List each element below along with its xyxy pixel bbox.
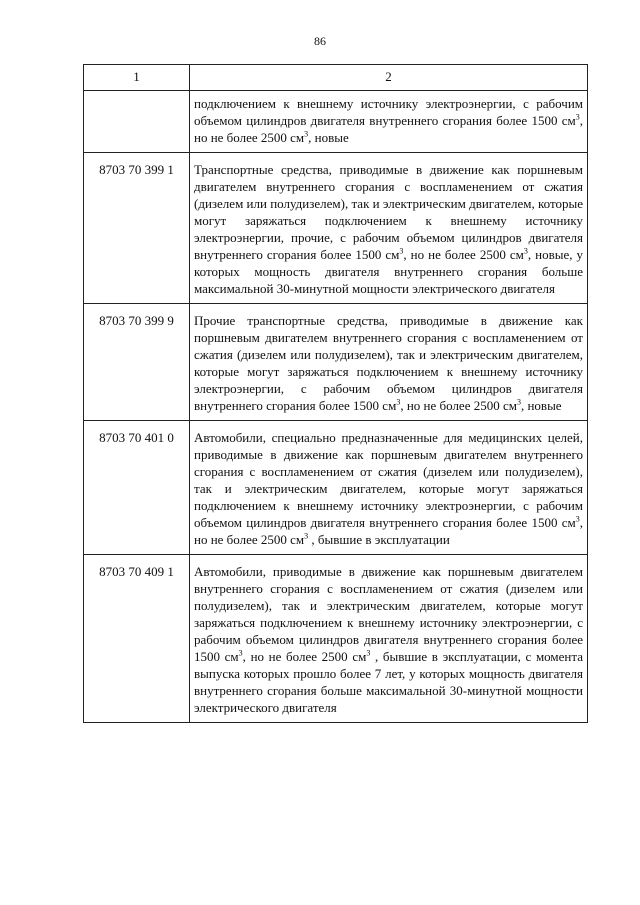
- description-text: Прочие транспортные средства, приводимые в движение как поршневым двигателем внутреннего сгорания с воспламенением от сжатия (дизелем или полудизелем), так и электрическим двигателем, которые могут заряжаться подключением к внешнему источнику электроэнергии, с рабочим объемом цилиндров двигателя внутреннего сгорания более 1500 см: [194, 313, 583, 413]
- description-text: , но не более 2500 см: [194, 515, 583, 547]
- commodity-code: 8703 70 401 0: [84, 421, 190, 555]
- table-row: [84, 421, 588, 555]
- description-text: , бывшие в эксплуатации: [308, 532, 450, 547]
- commodity-description: [190, 91, 588, 153]
- commodity-description: [190, 304, 588, 421]
- superscript: 3: [516, 397, 521, 407]
- commodity-code: [84, 91, 190, 153]
- tariff-table: [83, 64, 588, 723]
- superscript: 3: [366, 648, 371, 658]
- description-text: , бывшие в эксплуатации, с момента выпуска которых прошло более 7 лет, у которых мощность двигателя внутреннего сгорания больше максимальной 30-минутной мощности электрического двигателя: [194, 649, 583, 715]
- commodity-description: [190, 153, 588, 304]
- superscript: 3: [575, 514, 580, 524]
- superscript: 3: [304, 129, 309, 139]
- description-text: Автомобили, специально предназначенные для медицинских целей, приводимые в движение как поршневым двигателем внутреннего сгорания с воспламенением от сжатия (дизелем или полудизелем), так и электрическим двигателем, которые могут заряжаться подключением к внешнему источнику электроэнергии, с рабочим объемом цилиндров двигателя внутреннего сгорания более 1500 см: [194, 430, 583, 530]
- description-text: Транспортные средства, приводимые в движение как поршневым двигателем внутреннего сгорания с воспламенением от сжатия (дизелем или полудизелем), так и электрическим двигателем, которые могут заряжаться подключением к внешнему источнику электроэнергии, прочие, с рабочим объемом цилиндров двигателя внутреннего сгорания более 1500 см: [194, 162, 583, 262]
- description-text: подключением к внешнему источнику электроэнергии, с рабочим объемом цилиндров двигателя внутреннего сгорания более 1500 см: [194, 96, 583, 128]
- description-text: , новые: [520, 398, 562, 413]
- description-text: , но не более 2500 см: [400, 398, 517, 413]
- commodity-code: 8703 70 399 9: [84, 304, 190, 421]
- table-row: [84, 555, 588, 723]
- description-text: Автомобили, приводимые в движение как поршневым двигателем внутреннего сгорания с воспламенением от сжатия (дизелем или полудизелем), так и электрическим двигателем, которые могут заряжаться подключением к внешнему источнику электроэнергии, с рабочим объемом цилиндров двигателя внутреннего сгорания более 1500 см: [194, 564, 583, 664]
- description-text: , но не более 2500 см: [194, 113, 583, 145]
- description-text: , но не более 2500 см: [242, 649, 367, 664]
- superscript: 3: [575, 112, 580, 122]
- superscript: 3: [396, 397, 401, 407]
- description-text: , новые, у которых мощность двигателя внутреннего сгорания больше максимальной 30-минутной мощности электрического двигателя: [194, 247, 583, 296]
- description-text: , новые: [308, 130, 349, 145]
- table-header-row: [84, 65, 588, 91]
- commodity-code: 8703 70 399 1: [84, 153, 190, 304]
- superscript: 3: [304, 531, 309, 541]
- description-text: , но не более 2500 см: [403, 247, 524, 262]
- table-row: [84, 91, 588, 153]
- superscript: 3: [399, 246, 404, 256]
- table-row: [84, 153, 588, 304]
- page-number: 86: [314, 34, 326, 48]
- superscript: 3: [523, 246, 528, 256]
- commodity-description: [190, 555, 588, 723]
- commodity-description: [190, 421, 588, 555]
- commodity-code: 8703 70 409 1: [84, 555, 190, 723]
- table-row: [84, 304, 588, 421]
- superscript: 3: [238, 648, 243, 658]
- column-header-description: 2: [190, 65, 588, 91]
- column-header-code: 1: [84, 65, 190, 91]
